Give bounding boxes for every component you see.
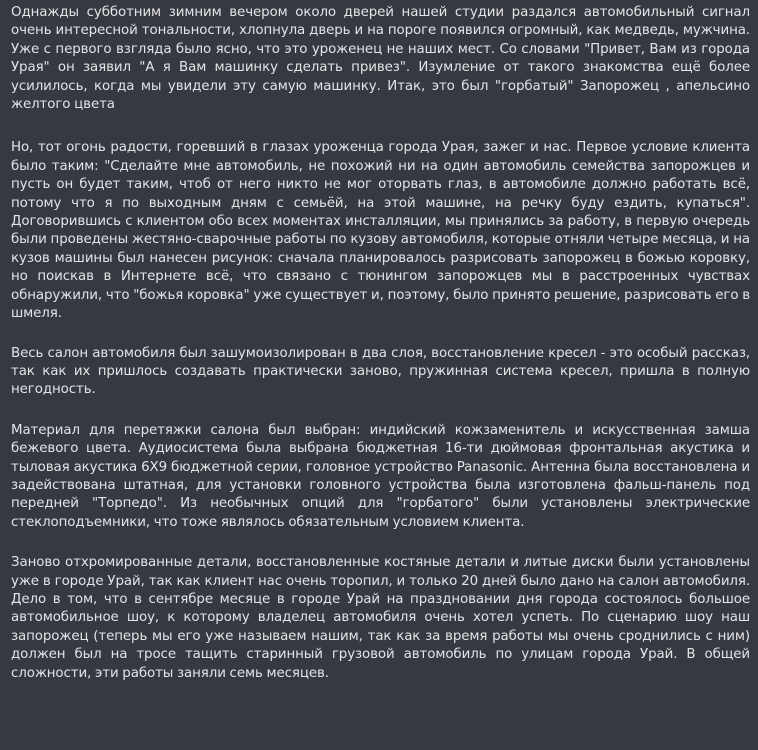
paragraph-chrome-details: Заново отхромированные детали, восстановленные костяные детали и литые диски были установлены уже в городе Урай, так как клиент нас очень торопил, и только 20 дней было дано на салон автомобиля. Дело в том, что в сентябре месяце в городе Урай на праздновании дня города состоялось большое автомобильное шоу, к которому владелец автомобиля очень хотел успеть. По сценарию шоу наш запорожец (теперь мы его уже называем нашим, так как за время работы мы очень сроднились с ним) должен был на тросе тащить старинный грузовой автомобиль по улицам города Урай. В общей сложности, эти работы заняли семь месяцев. [11, 555, 750, 681]
paragraph-client-request: Но, тот огонь радости, горевший в глазах уроженца города Урая, зажег и нас. Первое условие клиента было таким: "Сделайте мне автомобиль, не похожий ни на один автомобиль семейства запорожцев и пусть он будет таким, чтоб от него никто не мог оторвать глаз, в автомобиле должно работать всё, потому что я по выходным дням с семьёй, на этой машине, на речку буду ездить, купаться". Договорившись с клиентом обо всех моментах инсталляции, мы принялись за работу, в первую очередь были проведены жестяно-сварочные работы по кузову автомобиля, которые отняли четыре месяца, и на кузов машины был нанесен рисунок: сначала планировалось разрисовать запорожец в божью коровку, но поискав в Интернете всё, что связано с тюнингом запорожцев мы в расстроенных чувствах обнаружили, что "божья коровка" уже существует и, поэтому, было принято решение, разрисовать его в шмеля. [11, 140, 750, 322]
paragraph-upholstery-audio: Материал для перетяжки салона был выбран: индийский кожзаменитель и искусственная замша бежевого цвета. Аудиосистема была выбрана бюджетная 16-ти дюймовая фронтальная акустика и тыловая акустика 6Х9 бюджетной серии, головное устройство Panasonic. Антенна была восстановлена и задействована штатная, для установки головного устройства была изготовлена фальш-панель под передней "Торпедо". Из необычных опций для "горбатого" были установлены электрические стеклоподъемники, что тоже являлось обязательным условием клиента. [11, 422, 750, 530]
paragraph-intro: Однажды субботним зимним вечером около дверей нашей студии раздался автомобильный сигнал очень интересной тональности, хлопнула дверь и на пороге появился огромный, как медведь, мужчина. Уже с первого взгляда было ясно, что это уроженец не наших мест. Со словами "Привет, Вам из города Урая" он заявил "А я Вам машинку сделать привез". Изумление от такого знакомства ещё более усилилось, когда мы увидели эту самую машинку. Итак, это был "горбатый" Запорожец , апельсино желтого цвета [11, 5, 750, 113]
paragraph-interior-soundproofing: Весь салон автомобиля был зашумоизолирован в два слоя, восстановление кресел - это особый рассказ, так как их пришлось создавать практически заново, пружинная система кресел, пришла в полную негодность. [11, 345, 750, 398]
